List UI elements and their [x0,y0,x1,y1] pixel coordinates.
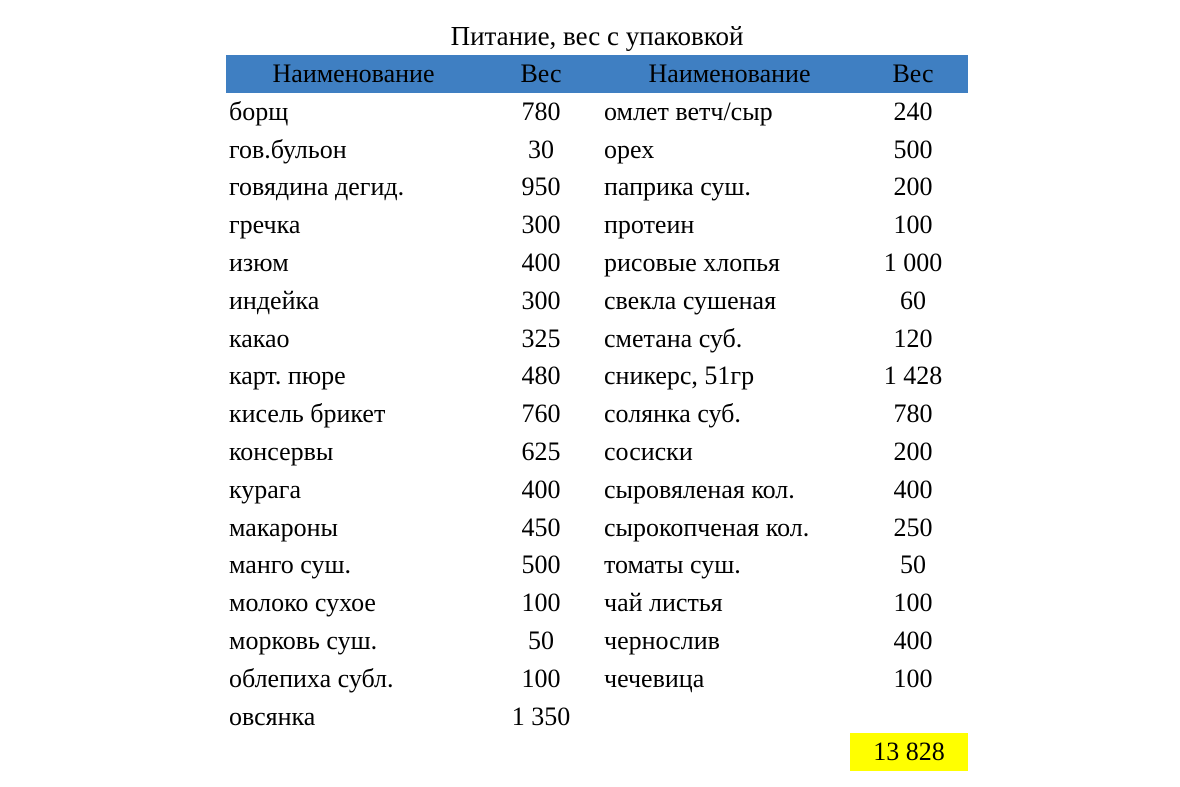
item-weight: 200 [893,437,933,467]
item-weight: 100 [893,588,933,618]
item-weight: 400 [893,626,933,656]
item-name: гречка [229,210,301,240]
item-weight: 400 [521,248,561,278]
item-weight: 450 [521,512,561,542]
item-name: сникерс, 51гр [604,361,755,391]
item-name: манго суш. [229,550,351,580]
item-weight [858,698,968,736]
total-weight-cell: 13 828 [850,733,968,771]
item-weight: 780 [521,96,561,126]
item-name: омлет ветч/сыр [604,96,773,126]
table-row [226,395,968,433]
item-name: орех [604,134,655,164]
item-weight: 240 [893,96,933,126]
header-name-2: Наименование [648,59,811,88]
item-weight: 200 [893,172,933,202]
item-name: морковь суш. [229,626,378,656]
item-name: говядина дегид. [229,172,405,202]
item-weight: 480 [521,361,561,391]
table-row [226,206,968,244]
header-weight-2: Вес [892,59,934,88]
item-name: молоко сухое [229,588,376,618]
item-weight: 950 [521,172,561,202]
item-name: индейка [229,285,320,315]
table-row [226,282,968,320]
table-row [226,93,968,131]
item-name: кисель брикет [229,399,386,429]
item-name: сметана суб. [604,323,743,353]
item-name: карт. пюре [229,361,346,391]
table-row [226,131,968,169]
item-name: консервы [229,437,334,467]
item-weight: 30 [528,134,554,164]
item-name: какао [229,323,290,353]
table-row [226,622,968,660]
table-row [226,660,968,698]
table-row [226,433,968,471]
item-name: чечевица [604,663,705,693]
item-weight: 780 [893,399,933,429]
item-name: сырокопченая кол. [604,512,810,542]
header-weight-1: Вес [520,59,562,88]
item-weight: 400 [893,474,933,504]
table-row [226,244,968,282]
item-weight: 1 428 [883,361,943,391]
table-row [226,320,968,358]
item-name [601,698,858,736]
item-weight: 100 [521,663,561,693]
food-weight-table [226,55,968,736]
item-name: паприка суш. [604,172,751,202]
table-row [226,169,968,207]
item-name: гов.бульон [229,134,347,164]
item-weight: 300 [521,210,561,240]
item-weight: 300 [521,285,561,315]
item-name: рисовые хлопья [604,248,780,278]
item-name: облепиха субл. [229,663,394,693]
item-name: макароны [229,512,338,542]
item-weight: 1 350 [511,701,571,731]
item-weight: 120 [893,323,933,353]
item-name: сосиски [604,437,693,467]
item-name: овсянка [229,701,316,731]
item-weight: 100 [893,663,933,693]
table-row [226,358,968,396]
item-name: изюм [229,248,289,278]
item-name: томаты суш. [604,550,741,580]
header-name-1: Наименование [272,59,435,88]
item-name: свекла сушеная [604,285,777,315]
table-row [226,547,968,585]
item-weight: 250 [893,512,933,542]
item-name: протеин [604,210,695,240]
table-title: Питание, вес с упаковкой [450,21,744,51]
item-weight: 50 [900,550,926,580]
item-weight: 100 [893,210,933,240]
item-weight: 625 [521,437,561,467]
item-weight: 760 [521,399,561,429]
item-weight: 50 [528,626,554,656]
item-name: сыровяленая кол. [604,474,795,504]
item-name: солянка суб. [604,399,741,429]
item-name: чернослив [604,626,720,656]
table-row [226,584,968,622]
item-name: курага [229,474,302,504]
table-row [226,698,968,736]
item-weight: 60 [900,285,926,315]
item-weight: 325 [521,323,561,353]
header-row [226,55,968,93]
item-weight: 1 000 [883,248,943,278]
item-name: борщ [229,96,289,126]
item-weight: 500 [521,550,561,580]
item-weight: 400 [521,474,561,504]
table-row [226,471,968,509]
item-name: чай листья [604,588,723,618]
item-weight: 500 [893,134,933,164]
table-row [226,509,968,547]
item-weight: 100 [521,588,561,618]
